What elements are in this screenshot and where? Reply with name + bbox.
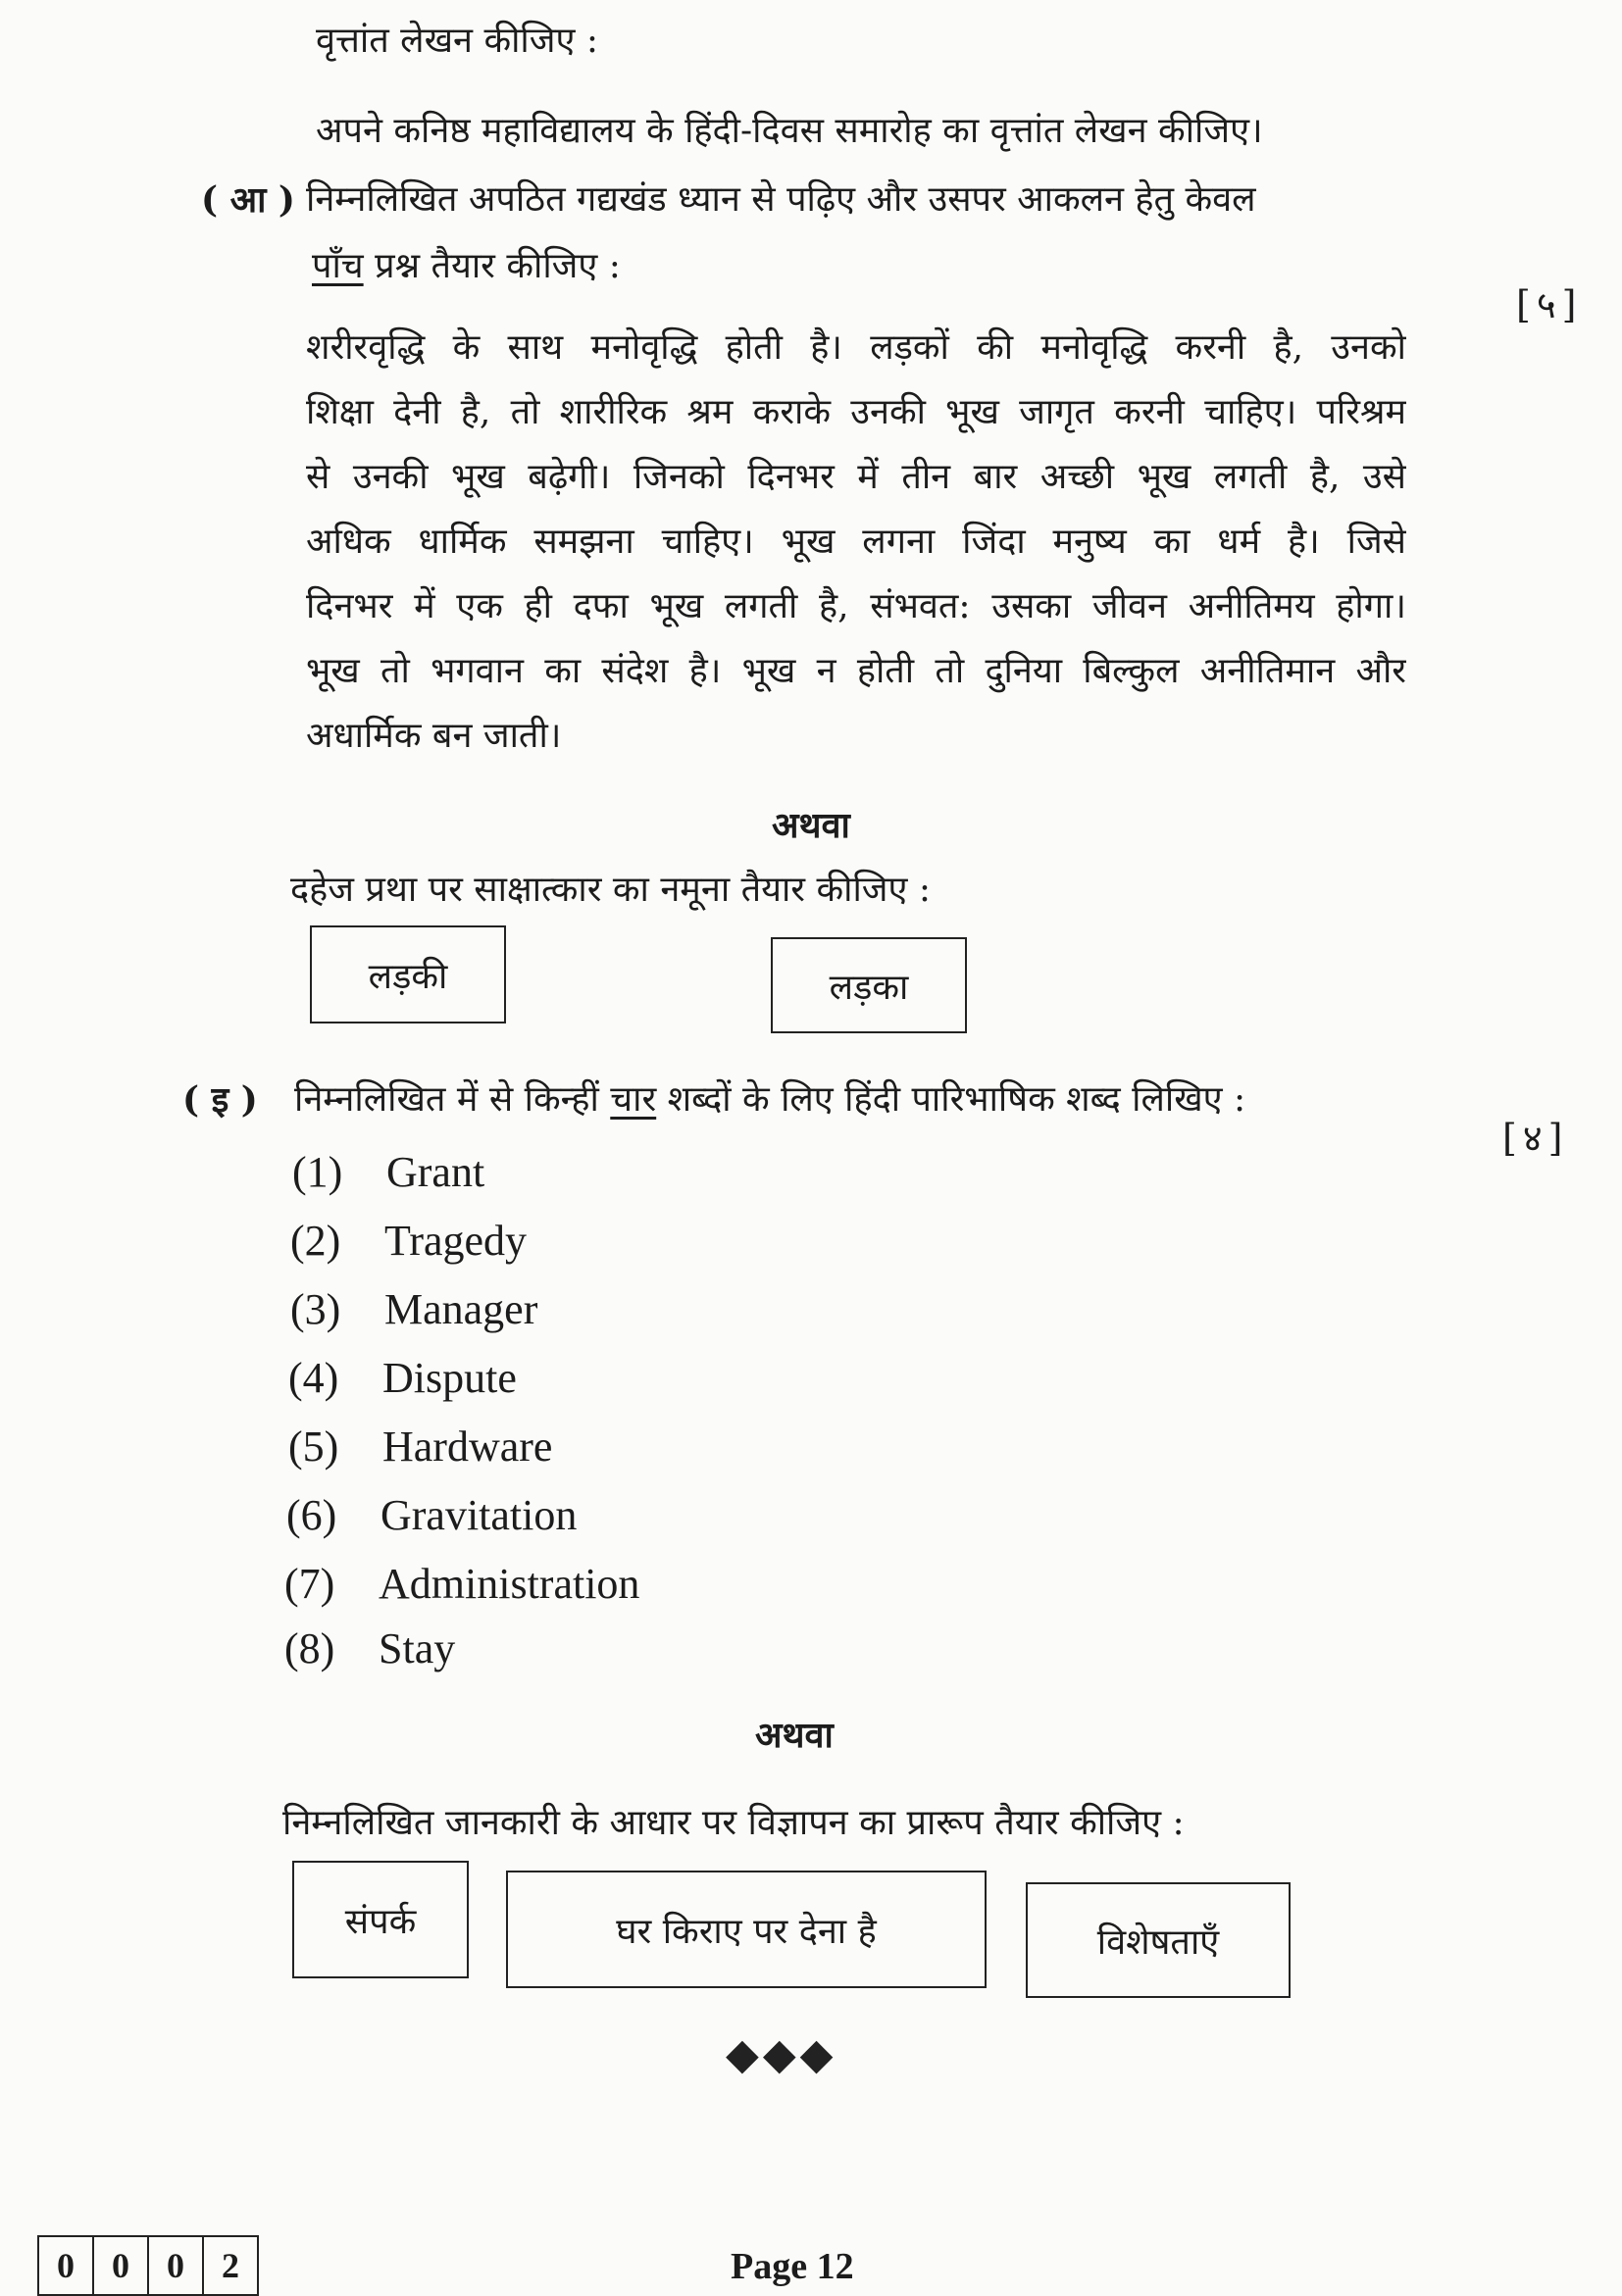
term-number: (8) [284,1624,335,1672]
alt-task-text: दहेज प्रथा पर साक्षात्कार का नमूना तैयार कीजिए : [290,870,931,910]
instruction-line [312,246,621,286]
term-word: Manager [384,1285,538,1333]
section-heading: वृत्तांत लेखन कीजिए : [316,21,598,61]
question-label: ( आ ) [201,179,295,221]
passage-line: से उनकी भूख बढ़ेगी। जिनको दिनभर में तीन बार अच्छी भूख लगती है, उसे [306,457,1406,497]
term-word: Hardware [382,1423,553,1471]
term-word: Grant [386,1148,485,1196]
passage-line: अधार्मिक बन जाती। [306,716,562,756]
term-item [288,1353,517,1403]
marks-label: [४] [1502,1117,1569,1160]
marks-label: [५] [1516,283,1583,326]
term-number: (7) [284,1560,335,1608]
house-rent-box: घर किराए पर देना है [506,1871,987,1988]
term-item [286,1490,577,1540]
passage-line: दिनभर में एक ही दफा भूख लगती है, संभवत: उसका जीवन अनीतिमय होगा। [306,586,1406,626]
term-word: Stay [379,1624,456,1672]
alt-task-text: निम्नलिखित जानकारी के आधार पर विज्ञापन का प्रारूप तैयार कीजिए : [282,1803,1185,1843]
passage-line: शरीरवृद्धि के साथ मनोवृद्धि होती है। लड़कों की मनोवृद्धि करनी है, उनको [306,327,1406,368]
passage-line: अधिक धार्मिक समझना चाहिए। भूख लगना जिंदा मनुष्य का धर्म है। जिसे [306,522,1406,562]
term-item [284,1559,639,1609]
term-number: (3) [290,1285,341,1333]
term-word: Administration [379,1560,640,1608]
girl-box: लड़की [310,925,506,1023]
task-text: अपने कनिष्ठ महाविद्यालय के हिंदी-दिवस समारोह का वृत्तांत लेखन कीजिए। [316,111,1263,151]
term-item [290,1284,537,1334]
term-word: Gravitation [380,1491,578,1539]
term-number: (4) [288,1354,339,1402]
term-item [292,1147,484,1197]
or-heading: अथवा [755,1715,834,1756]
paper-code-boxes [39,2235,259,2296]
unseen-passage [306,316,1406,769]
term-item [290,1216,527,1266]
term-item [288,1422,552,1472]
code-digit: 0 [147,2235,204,2296]
code-digit: 0 [92,2235,149,2296]
features-box: विशेषताएँ [1026,1882,1291,1998]
page-number: Page 12 [731,2246,854,2287]
code-digit: 0 [37,2235,94,2296]
term-word: Dispute [382,1354,517,1402]
instruction-text: प्रश्न तैयार कीजिए : [363,246,621,286]
passage-line: भूख तो भगवान का संदेश है। भूख न होती तो दुनिया बिल्कुल अनीतिमान और [306,651,1406,691]
or-heading: अथवा [772,805,850,846]
passage-line: शिक्षा देनी है, तो शारीरिक श्रम कराके उनकी भूख जागृत करनी चाहिए। परिश्रम [306,392,1406,432]
term-number: (2) [290,1217,341,1265]
term-word: Tragedy [384,1217,528,1265]
term-number: (6) [286,1491,337,1539]
instruction-text: शब्दों के लिए हिंदी पारिभाषिक शब्द लिखिए : [656,1079,1246,1120]
instruction-line [294,1079,1246,1120]
term-item [284,1623,455,1673]
question-label: ( इ ) [182,1079,258,1121]
boy-box: लड़का [771,937,967,1033]
underlined-word: पाँच [312,246,364,286]
code-digit: 2 [202,2235,259,2296]
term-number: (1) [292,1148,343,1196]
underlined-word: चार [610,1079,657,1120]
instruction-text: निम्नलिखित में से किन्हीं [294,1079,611,1120]
instruction-line: निम्नलिखित अपठित गद्यखंड ध्यान से पढ़िए और उसपर आकलन हेतु केवल [306,179,1256,220]
end-of-section-mark: ◆◆◆ [726,2029,837,2079]
term-number: (5) [288,1423,339,1471]
contact-box: संपर्क [292,1861,469,1978]
